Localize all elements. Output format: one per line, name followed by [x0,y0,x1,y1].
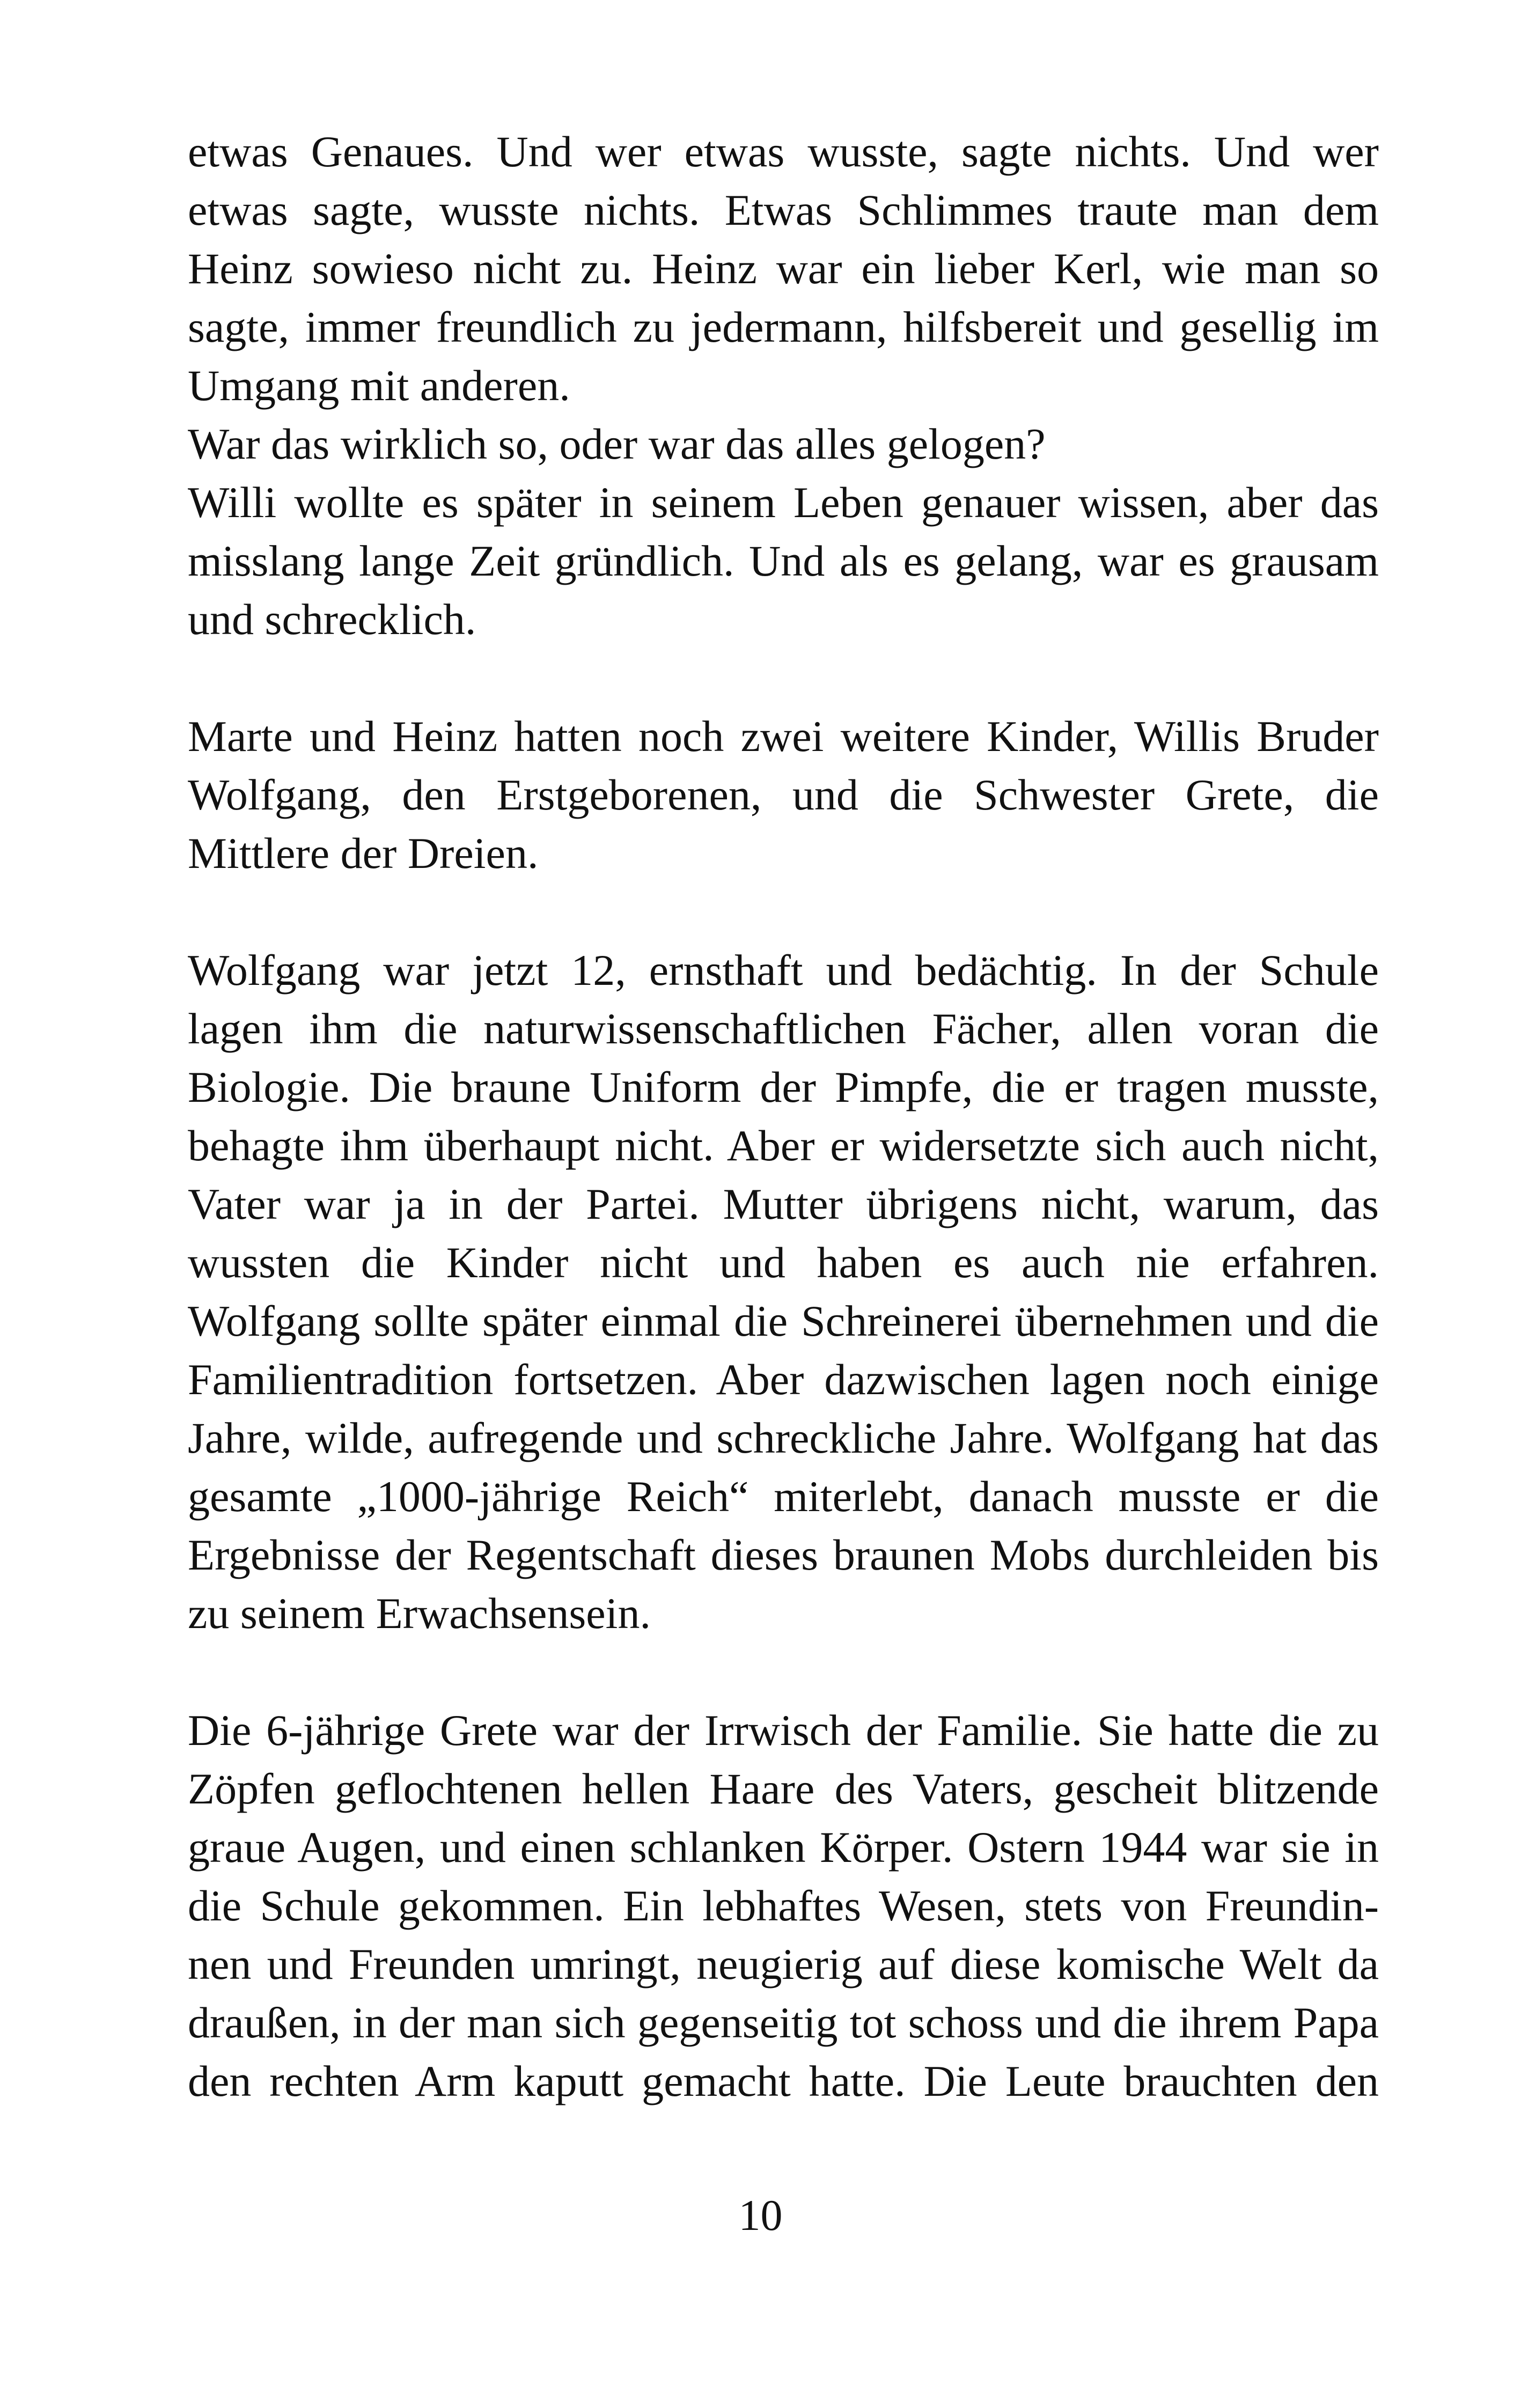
text-line: Umgang mit anderen. [188,361,570,410]
text-line: gesamte „1000-jährige Reich“ miterlebt, danach musste er die [188,1472,1379,1521]
text-line: Heinz sowieso nicht zu. Heinz war ein lieber Kerl, wie man so [188,244,1379,293]
text-line: etwas sagte, wusste nichts. Etwas Schlimmes traute man dem [188,186,1379,234]
body-text [188,122,1379,2110]
text-line: misslang lange Zeit gründlich. Und als es gelang, war es grausam [188,536,1379,585]
text-line: graue Augen, und einen schlanken Körper. Ostern 1944 war sie in [188,1823,1379,1872]
paragraph-spacer [188,1643,1379,1701]
text-line: Willi wollte es später in seinem Leben genauer wissen, aber das [188,478,1379,527]
text-line: behagte ihm überhaupt nicht. Aber er widersetzte sich auch nicht, [188,1121,1379,1170]
text-line: wussten die Kinder nicht und haben es auch nie erfahren. [188,1238,1379,1287]
text-line: lagen ihm die naturwissenschaftlichen Fächer, allen voran die [188,1004,1379,1053]
text-line: Jahre, wilde, aufregende und schreckliche Jahre. Wolfgang hat das [188,1413,1379,1462]
page-number: 10 [738,2191,783,2240]
text-line: Ergebnisse der Regentschaft dieses braunen Mobs durchleiden bis [188,1530,1379,1579]
text-line: den rechten Arm kaputt gemacht hatte. Die Leute brauchten den [188,2057,1379,2105]
paragraph-spacer [188,649,1379,707]
text-line: draußen, in der man sich gegenseitig tot schoss und die ihrem Papa [188,1998,1379,2047]
text-line: Biologie. Die braune Uniform der Pimpfe, die er tragen musste, [188,1063,1379,1111]
text-line: Familientradition fortsetzen. Aber dazwischen lagen noch einige [188,1355,1379,1404]
paragraph-spacer [188,882,1379,941]
text-line: zu seinem Erwachsensein. [188,1589,651,1638]
text-line: Wolfgang, den Erstgeborenen, und die Schwester Grete, die [188,770,1379,819]
text-line: War das wirklich so, oder war das alles gelogen? [188,419,1046,468]
text-line: Wolfgang sollte später einmal die Schreinerei übernehmen und die [188,1297,1379,1345]
text-line: die Schule gekommen. Ein lebhaftes Wesen, stets von Freundin- [188,1881,1379,1930]
text-line: Marte und Heinz hatten noch zwei weitere Kinder, Willis Bruder [188,712,1379,761]
text-line: sagte, immer freundlich zu jedermann, hilfsbereit und gesellig im [188,303,1379,351]
text-line: Mittlere der Dreien. [188,829,539,878]
text-line: Vater war ja in der Partei. Mutter übrigens nicht, warum, das [188,1180,1379,1228]
text-line: Zöpfen geflochtenen hellen Haare des Vaters, gescheit blitzende [188,1764,1379,1813]
text-line: Wolfgang war jetzt 12, ernsthaft und bedächtig. In der Schule [188,946,1379,995]
text-line: etwas Genaues. Und wer etwas wusste, sagte nichts. Und wer [188,127,1379,176]
text-line: und schrecklich. [188,595,476,644]
text-line: Die 6-jährige Grete war der Irrwisch der Familie. Sie hatte die zu [188,1706,1379,1755]
text-line: nen und Freunden umringt, neugierig auf diese komische Welt da [188,1940,1379,1989]
